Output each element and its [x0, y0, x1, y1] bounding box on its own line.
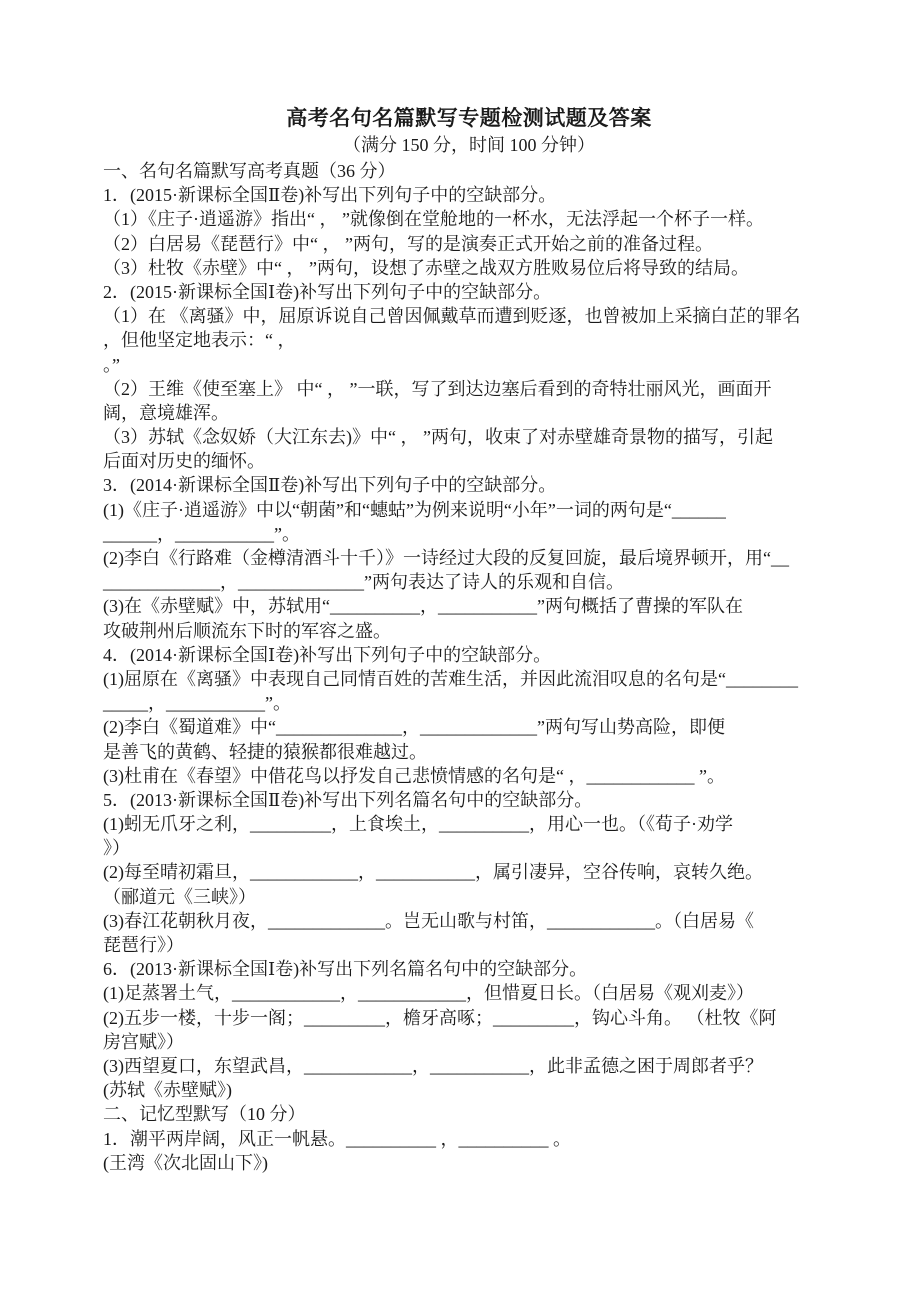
text-line: （郦道元《三峡》） — [103, 886, 256, 907]
text-line: 1．潮平两岸阔，风正一帆悬。__________ ，__________ 。 — [103, 1128, 571, 1149]
text-line: (2)五步一楼，十步一阁；_________，檐牙高啄；_________，钩心斗角。 （杜牧《阿 — [103, 1007, 777, 1028]
text-line: 》） — [103, 838, 130, 859]
text-line: (3)杜甫在《春望》中借花鸟以抒发自己悲愤情感的名句是“ ，____________ ”。 — [103, 765, 725, 786]
text-line: 4．(2014·新课标全国Ⅰ卷)补写出下列句子中的空缺部分。 — [103, 644, 552, 665]
text-line: (2)李白《行路难（金樽清酒斗十千）》一诗经过大段的反复回旋，最后境界顿开，用“__ — [103, 548, 789, 568]
text-line: (1)足蒸署土气，____________，____________，但惜夏日长。（白居易《观刈麦》） — [103, 983, 754, 1004]
text-line: (1)屈原在《离骚》中表现自己同情百姓的苦难生活，并因此流泪叹息的名句是“________ — [103, 668, 798, 689]
text-line: 琵琶行》） — [103, 935, 184, 955]
document-subtitle: （满分 150 分，时间 100 分钟） — [343, 135, 595, 155]
document-body — [103, 159, 835, 1175]
text-line: (1)蚓无爪牙之利，_________，上食埃土，__________，用心一也。（《荀子·劝学 — [103, 814, 733, 835]
text-line: (2)每至晴初霜旦，____________，___________，属引凄异，空谷传响，哀转久绝。 — [103, 862, 763, 883]
document-content — [103, 104, 835, 1175]
text-line: (3)在《赤壁赋》中，苏轼用“__________，___________”两句概括了曹操的军队在 — [103, 596, 743, 617]
text-line: （3）杜牧《赤壁》中“ ， ”两句，设想了赤壁之战双方胜败易位后将导致的结局。 — [103, 257, 749, 278]
text-line: 一、名句名篇默写高考真题（36 分） — [103, 161, 396, 181]
text-line: _____，___________”。 — [103, 693, 291, 714]
text-line: _____________，______________”两句表达了诗人的乐观和自信。 — [103, 572, 624, 593]
text-line: (王湾《次北固山下》) — [103, 1152, 268, 1173]
text-line: 2．(2015·新课标全国Ⅰ卷)补写出下列句子中的空缺部分。 — [103, 281, 552, 302]
text-line: 。” — [103, 354, 120, 375]
text-line: ，但他坚定地表示：“ ， — [103, 330, 296, 351]
text-line: 攻破荆州后顺流东下时的军容之盛。 — [103, 620, 391, 641]
text-line: （3）苏轼《念奴娇（大江东去)》中“ ， ”两句，收束了对赤壁雄奇景物的描写，引起 — [103, 427, 773, 448]
text-line: （1）《庄子·逍遥游》指出“ ， ”就像倒在堂舱地的一杯水，无法浮起一个杯子一样。 — [103, 209, 764, 230]
text-line: (3)西望夏口，东望武昌，____________，___________，此非孟德之困于周郎者乎？ — [103, 1055, 763, 1076]
text-line: 后面对历史的缅怀。 — [103, 451, 265, 472]
text-line: （1）在 《离骚》中，屈原诉说自己曾因佩戴草而遭到贬逐，也曾被加上采摘白芷的罪名 — [103, 306, 801, 327]
text-line: （2）王维《使至塞上》 中“ ， ”一联，写了到达边塞后看到的奇特壮丽风光，画面开 — [103, 378, 772, 399]
text-line: (2)李白《蜀道难》中“______________，_____________”两句写山势高险，即便 — [103, 717, 725, 738]
text-line: (3)春江花朝秋月夜，_____________。岂无山歌与村笛，____________。（白居易《 — [103, 910, 754, 931]
text-line: 1．(2015·新课标全国Ⅱ卷)补写出下列句子中的空缺部分。 — [103, 185, 557, 206]
page-title: 高考名句名篇默写专题检测试题及答案 — [286, 106, 652, 130]
text-line: 房宫赋》） — [103, 1031, 184, 1052]
text-line: 二、记忆型默写（10 分） — [103, 1104, 306, 1125]
text-line: （2）白居易《琵琶行》中“ ， ”两句，写的是演奏正式开始之前的准备过程。 — [103, 233, 713, 254]
text-line: 阔，意境雄浑。 — [103, 402, 229, 423]
text-line: 5．(2013·新课标全国Ⅱ卷)补写出下列名篇名句中的空缺部分。 — [103, 789, 593, 810]
text-line: 6．(2013·新课标全国Ⅰ卷)补写出下列名篇名句中的空缺部分。 — [103, 959, 588, 980]
text-line: (苏轼《赤壁赋》) — [103, 1080, 232, 1101]
text-line: 是善飞的黄鹤、轻捷的猿猴都很难越过。 — [103, 741, 427, 762]
text-line: (1)《庄子·逍遥游》中以“朝菌”和“蟪蛄”为例来说明“小年”一词的两句是“______ — [103, 499, 726, 520]
text-line: 3．(2014·新课标全国Ⅱ卷)补写出下列句子中的空缺部分。 — [103, 475, 557, 496]
text-line: ______，___________”。 — [103, 523, 300, 544]
